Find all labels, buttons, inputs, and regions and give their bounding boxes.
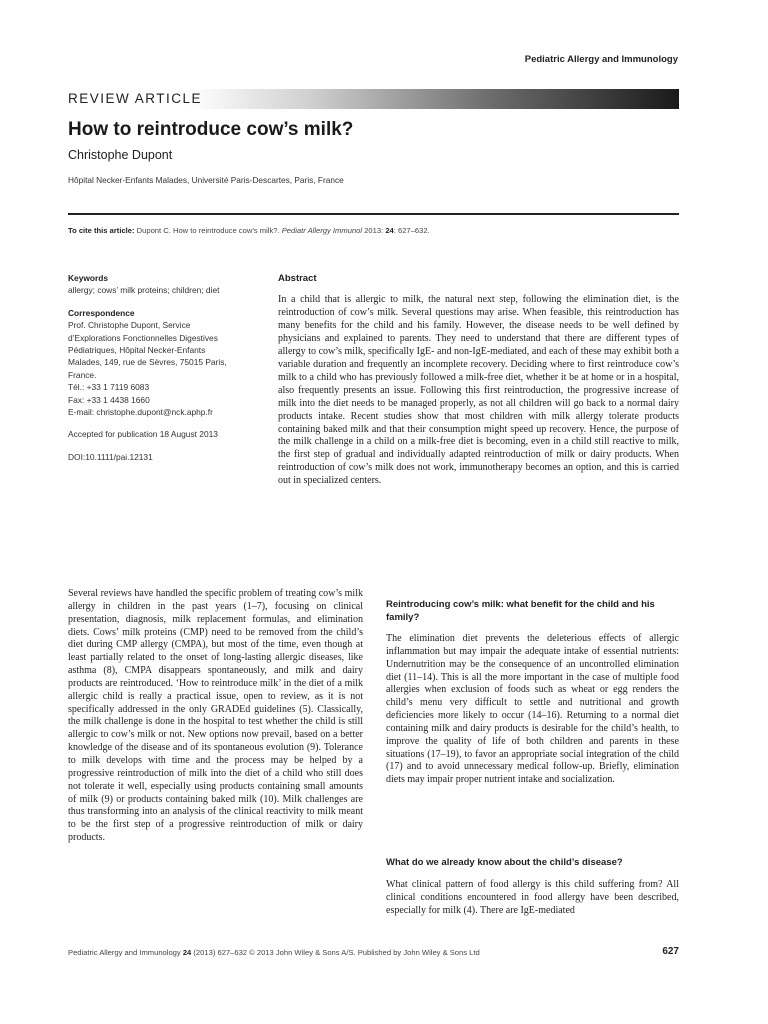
- footer-volume: 24: [182, 948, 192, 957]
- doi: DOI:10.1111/pai.12131: [68, 451, 153, 462]
- accepted-date: Accepted for publication 18 August 2013: [68, 429, 218, 440]
- correspondence-line: Malades, 149, rue de Sèvres, 75015 Paris,: [68, 357, 227, 368]
- section-heading-benefit: Reintroducing cow’s milk: what benefit for the child and his family?: [386, 599, 655, 623]
- citation-pages: : 627–632.: [393, 226, 430, 235]
- abstract-text: In a child that is allergic to milk, the natural next step, following the elimination diet, is the reintroduction of cow’s milk. Several questions may arise. When feasible, this reintroduction has many benefits for the child and his family. However, the disease needs to be well defined by physicians and explained to parents. They need to understand that there are different types of allergy to cow’s milk, specifically IgE- and non-IgE-mediated, and each of these may exhibit both a variable duration and frequently an incomplete recovery. Deciding where to first reintroduce cow’s milk to a child who has previously followed a milk-free diet, whether it be at home or in a hospital, also frequently presents an issue. Following this first reintroduction, the progressive increase of milk into the diet needs to be managed properly, as not all children will go back to a normal dairy products intake. Recent studies show that most children with milk allergy tolerate products containing baked milk and that their consumption might speed up recovery. Hence, the purpose of the milk challenge in a child on a milk-free diet is becoming, even in a child still reactive to milk, the first step of gradual and individually adapted reintroduction of milk or dairy products. When reintroduction of cow’s milk does not work, immunotherapy becomes an option, and this is carried out in specialized centers.: [278, 294, 679, 487]
- citation-volume: 24: [385, 226, 394, 235]
- citation-label: To cite this article:: [68, 226, 135, 235]
- correspondence-line: Prof. Christophe Dupont, Service: [68, 320, 191, 331]
- keywords-heading: Keywords: [68, 273, 109, 283]
- correspondence-email: E-mail: christophe.dupont@nck.aphp.fr: [68, 407, 213, 418]
- correspondence-fax: Fax: +33 1 4438 1660: [68, 394, 150, 405]
- citation-line: [68, 226, 430, 235]
- correspondence-line: Pédiatriques, Hôpital Necker-Enfants: [68, 345, 206, 356]
- correspondence-heading: Correspondence: [68, 307, 135, 318]
- correspondence-line: d’Explorations Fonctionnelles Digestives: [68, 332, 218, 343]
- citation-journal: Pediatr Allergy Immunol: [281, 226, 363, 235]
- footer-journal: Pediatric Allergy and Immunology: [68, 948, 181, 957]
- article-author: Christophe Dupont: [68, 148, 173, 162]
- section-paragraph-disease: What clinical pattern of food allergy is this child suffering from? All clinical conditions encountered in food allergy have been described, especially for milk (4). There are IgE-mediated: [386, 879, 679, 916]
- citation-text: Dupont C. How to reintroduce cow’s milk?.: [136, 226, 280, 235]
- section-heading-disease: What do we already know about the child’s disease?: [386, 857, 623, 868]
- footer-rest: (2013) 627–632 © 2013 John Wiley & Sons A/S. Published by John Wiley & Sons Ltd: [193, 948, 480, 957]
- author-affiliation: Hôpital Necker-Enfants Malades, Université Paris-Descartes, Paris, France: [68, 175, 344, 185]
- article-type-label: REVIEW ARTICLE: [68, 91, 203, 106]
- article-title: How to reintroduce cow’s milk?: [68, 119, 354, 140]
- citation-year: 2013:: [364, 226, 384, 235]
- header-divider: [68, 213, 679, 215]
- running-header-journal: Pediatric Allergy and Immunology: [524, 54, 678, 65]
- keywords-list: allergy; cows’ milk proteins; children; diet: [68, 285, 220, 296]
- footer-citation: [68, 948, 480, 957]
- intro-paragraph: Several reviews have handled the specific problem of treating cow’s milk allergy in children in the past years (1–7), focusing on clinical presentation, diagnosis, milk replacement formulas, and elimination diets. Cows’ milk proteins (CMP) need to be removed from the child’s diet during CMP allergy (CMPA), but most of the time, even though at least partially related to the onset of long-lasting allergic diseases, like asthma (8), CMPA disappears spontaneously, and milk and dairy products are reintroduced. ‘How to reintroduce milk’ in the diet of a milk allergic child is really a practical issue, open to review, as it is not specifically addressed in the only GRADEd guidelines (5). Classically, the milk challenge is done in the hospital to test whether the child is still allergic to cow’s milk or not. New options now prevail, based on a better knowledge of the disease and of its spontaneous evolution (9). Tolerance to milk develops with time and the process may be helped by a progressive reintroduction of milk into the diet of a child who still does not tolerate it well, especially using products containing small amounts of milk (9) or products containing baked milk (10). Milk challenges are thus transforming into an analysis of the clinical reactivity to milk meant to be the first step of a progressive reintroduction of milk or dairy products.: [68, 588, 363, 844]
- correspondence-phone: Tél.: +33 1 7119 6083: [68, 382, 150, 393]
- page-number: 627: [662, 946, 679, 957]
- abstract-heading: Abstract: [278, 273, 317, 284]
- article-type-banner: [68, 89, 679, 109]
- article-sidebar: [68, 272, 258, 463]
- section-paragraph-benefit: The elimination diet prevents the deleterious effects of allergic inflammation but may impair the adequate intake of essential nutrients: Undernutrition may be the consequence of an uncontrolled elimination diet (11–14). This is all the more important in the case of multiple food allergies when exclusion of foods such as wheat or egg renders the child’s menu very difficult to settle and nutritional and growth deficiencies more likely to occur (14–16). Returning to a normal diet containing milk and dairy products is desirable for the child’s health, to improve the quality of life of both children and parents in these situations (17–19), to favor an appropriate social integration of the child (17) and to avoid unnecessary medical follow-up. Briefly, elimination diets may impair proper nutrient intake and socialization.: [386, 633, 679, 786]
- correspondence-line: France.: [68, 369, 97, 380]
